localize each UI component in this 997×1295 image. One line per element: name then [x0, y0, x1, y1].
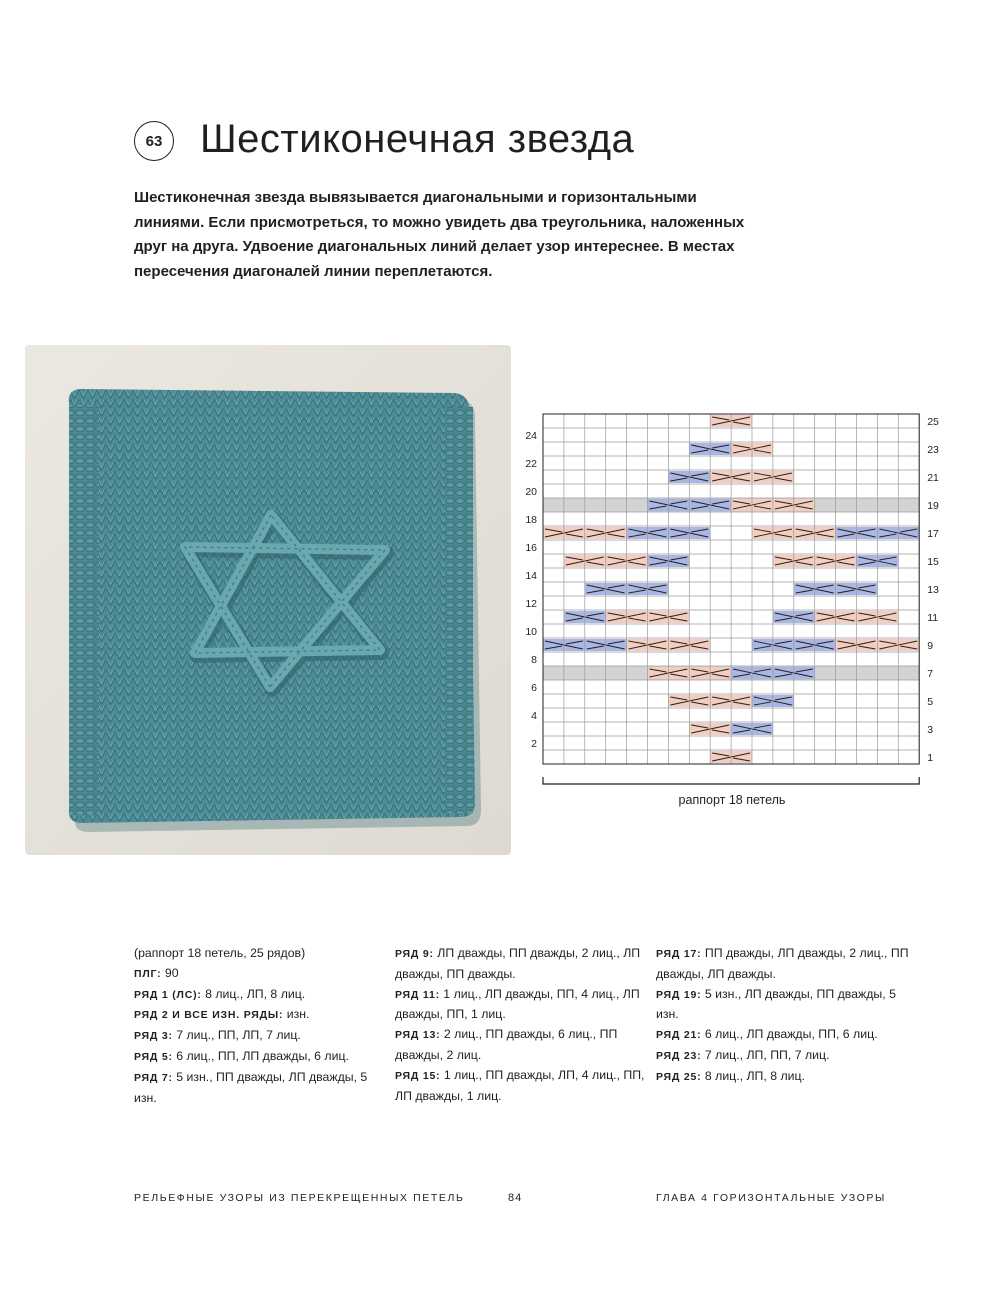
instruction-key: РЯД 17:: [656, 948, 702, 960]
instruction-key: ПЛГ:: [134, 967, 162, 980]
instruction-text: 6 лиц., ПП, ЛП дважды, 6 лиц.: [172, 1048, 349, 1063]
instruction-text: 6 лиц., ЛП дважды, ПП, 6 лиц.: [701, 1027, 878, 1042]
instruction-text: 1 лиц., ЛП дважды, ПП, 4 лиц., ЛП дважды, ПП, 1 лиц.: [395, 986, 640, 1022]
row-number-left: 10: [525, 626, 537, 638]
instruction-line: [395, 944, 645, 985]
right-garter-border: [445, 407, 473, 813]
swatch-illustration: [25, 345, 511, 855]
swatch-body: [69, 389, 475, 823]
row-number-right: 7: [927, 668, 934, 680]
instruction-text: 5 изн., ПП дважды, ЛП дважды, 5 изн.: [134, 1069, 368, 1105]
instruction-line: [134, 985, 384, 1006]
instruction-line: [395, 1066, 645, 1107]
row-number-left: 22: [525, 458, 537, 470]
left-garter-border: [69, 405, 99, 815]
row-number-left: 20: [525, 486, 537, 498]
row-number-right: 3: [927, 724, 934, 736]
chart-grid: [518, 410, 958, 820]
row-number-right: 23: [927, 444, 939, 456]
instruction-line: [656, 1046, 916, 1067]
knitted-swatch-photo: [25, 345, 511, 855]
instruction-line: [134, 1026, 384, 1047]
row-number-right: 1: [927, 752, 934, 764]
instruction-key: РЯД 21:: [656, 1029, 702, 1042]
instruction-text: ПП дважды, ЛП дважды, 2 лиц., ПП дважды, ЛП дважды.: [656, 946, 909, 981]
footer-chapter-title: ГЛАВА 4 ГОРИЗОНТАЛЬНЫЕ УЗОРЫ: [656, 1192, 886, 1204]
instruction-line: [134, 944, 384, 964]
row-number-right: 15: [927, 556, 939, 568]
instruction-key: РЯД 25:: [656, 1070, 702, 1083]
instruction-line: [134, 1068, 384, 1109]
row-number-right: 25: [927, 416, 939, 428]
rapport-bracket: [543, 777, 919, 784]
row-number-left: 18: [525, 514, 537, 526]
instruction-key: РЯД 13:: [395, 1029, 441, 1042]
instruction-key: РЯД 7:: [134, 1071, 173, 1084]
instruction-text: изн.: [283, 1007, 310, 1022]
page-title: Шестиконечная звезда: [200, 117, 635, 161]
instruction-key: РЯД 9:: [395, 948, 434, 960]
page-number: 84: [508, 1192, 523, 1204]
instruction-key: РЯД 2 И ВСЕ ИЗН. РЯДЫ:: [134, 1009, 284, 1022]
instruction-key: РЯД 3:: [134, 1030, 173, 1043]
instruction-text: 2 лиц., ПП дважды, 6 лиц., ПП дважды, 2 лиц.: [395, 1027, 618, 1062]
row-number-left: 4: [531, 710, 537, 722]
rapport-label: раппорт 18 петель: [678, 793, 786, 807]
instruction-text: 5 изн., ЛП дважды, ПП дважды, 5 изн.: [656, 986, 896, 1022]
instruction-text: 8 лиц., ЛП, 8 лиц.: [701, 1068, 805, 1083]
knitting-chart: [518, 410, 958, 820]
instruction-text: 7 лиц., ПП, ЛП, 7 лиц.: [172, 1028, 301, 1043]
instruction-line: [134, 964, 384, 985]
row-number-left: 24: [525, 430, 537, 442]
instructions-column-3: [656, 944, 916, 1088]
row-number-right: 17: [927, 528, 939, 540]
instruction-key: РЯД 15:: [395, 1069, 441, 1082]
instruction-key: РЯД 11:: [395, 988, 440, 1001]
row-number-right: 11: [927, 612, 939, 624]
row-number-left: 12: [525, 598, 537, 610]
row-number-left: 16: [525, 542, 537, 554]
row-number-left: 8: [531, 654, 537, 666]
instructions-column-2: [395, 944, 645, 1106]
row-number-left: 14: [525, 570, 537, 582]
instruction-text: 90: [161, 965, 179, 980]
pattern-number: 63: [145, 132, 163, 150]
row-number-left: 2: [531, 738, 537, 750]
instruction-text: (раппорт 18 петель, 25 рядов): [134, 946, 306, 960]
instruction-line: [395, 985, 645, 1026]
pattern-number-badge: [134, 121, 174, 161]
instruction-line: [395, 1025, 645, 1066]
instruction-key: РЯД 5:: [134, 1050, 173, 1063]
instruction-line: [134, 1047, 384, 1068]
row-number-left: 6: [531, 682, 537, 694]
instruction-text: 7 лиц., ЛП, ПП, 7 лиц.: [701, 1047, 830, 1062]
footer-section-title: РЕЛЬЕФНЫЕ УЗОРЫ ИЗ ПЕРЕКРЕЩЕННЫХ ПЕТЕЛЬ: [134, 1192, 465, 1204]
instruction-text: 1 лиц., ПП дважды, ЛП, 4 лиц., ПП, ЛП дважды, 1 лиц.: [395, 1067, 645, 1103]
instruction-key: РЯД 1 (ЛС):: [134, 988, 202, 1001]
instruction-line: [656, 944, 916, 985]
instruction-text: 8 лиц., ЛП, 8 лиц.: [201, 986, 306, 1001]
row-number-right: 19: [927, 500, 939, 512]
instruction-key: РЯД 19:: [656, 988, 702, 1001]
row-number-right: 21: [927, 472, 939, 484]
instruction-text: ЛП дважды, ПП дважды, 2 лиц., ЛП дважды, ПП дважды.: [395, 946, 641, 981]
row-number-right: 13: [927, 584, 939, 596]
instructions-column-1: [134, 944, 384, 1108]
instruction-line: [134, 1005, 384, 1026]
instruction-line: [656, 1067, 916, 1088]
intro-paragraph: Шестиконечная звезда вывязывается диагональными и горизонтальными линиями. Если присмотреться, то можно увидеть два треугольника, наложенных друг на друга. Удвоение диагональных линий делает узор интереснее. В местах пересечения диагоналей линии переплетаются.: [134, 189, 745, 280]
instruction-line: [656, 1025, 916, 1046]
instruction-key: РЯД 23:: [656, 1049, 702, 1062]
instruction-line: [656, 985, 916, 1026]
row-number-right: 9: [927, 640, 934, 652]
row-number-right: 5: [927, 696, 934, 708]
